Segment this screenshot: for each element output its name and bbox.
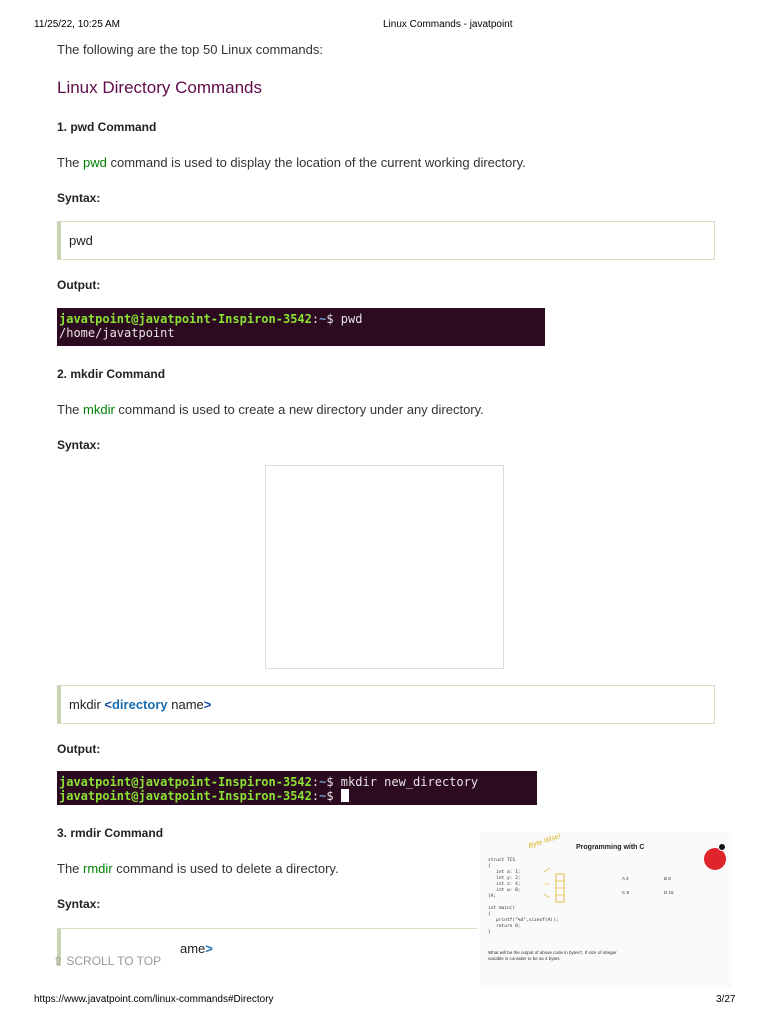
print-page-title: Linux Commands - javatpoint <box>383 19 513 30</box>
terminal-sep: : <box>311 775 320 789</box>
tag-close: > <box>203 697 212 712</box>
mkdir-syntax-code <box>69 697 211 712</box>
syntax-rest: name <box>167 697 204 712</box>
rmdir-command-title: 3. rmdir Command <box>57 826 164 840</box>
terminal-cursor <box>341 789 349 802</box>
terminal-path: ~ <box>319 312 327 326</box>
rmdir-syntax-label: Syntax: <box>57 897 101 911</box>
pwd-output-label: Output: <box>57 278 101 292</box>
terminal-user: javatpoint@javatpoint-Inspiron-3542 <box>59 312 312 326</box>
terminal-user: javatpoint@javatpoint-Inspiron-3542 <box>59 789 312 803</box>
rmdir-syntax-partial-text <box>180 941 213 956</box>
terminal-prompt: $ <box>326 789 341 803</box>
rmdir-description <box>57 861 339 876</box>
terminal-command: pwd <box>340 312 363 326</box>
ad-info-icon[interactable] <box>718 843 726 851</box>
rmdir-keyword-link[interactable]: rmdir <box>83 861 113 876</box>
pwd-keyword-link[interactable]: pwd <box>83 155 107 170</box>
desc-prefix: The <box>57 861 84 876</box>
terminal-sep: : <box>311 312 320 326</box>
intro-text: The following are the top 50 Linux commands: <box>57 42 323 57</box>
terminal-command: mkdir new_directory <box>340 775 479 789</box>
print-url: https://www.javatpoint.com/linux-commands#Directory <box>34 994 274 1005</box>
print-page-number: 3/27 <box>716 994 736 1005</box>
desc-suffix: command is used to display the location of the current working directory. <box>106 155 526 170</box>
tag-close-wrap <box>204 697 212 712</box>
mkdir-terminal-output <box>57 771 537 805</box>
ad-handwriting: Byte Wise! <box>527 833 562 850</box>
scroll-to-top-button[interactable]: ⇧ SCROLL TO TOP <box>53 954 162 968</box>
terminal-path: ~ <box>319 775 327 789</box>
partial-tag-close: > <box>205 941 213 956</box>
pwd-terminal-output <box>57 308 545 346</box>
tag-open: < <box>104 697 112 712</box>
mkdir-description <box>57 402 484 417</box>
desc-suffix: command is used to delete a directory. <box>112 861 339 876</box>
tag-name: directory <box>111 697 168 712</box>
mkdir-output-label: Output: <box>57 742 101 756</box>
ad-video-overlay[interactable] <box>480 832 732 988</box>
desc-prefix: The <box>57 155 84 170</box>
terminal-line <box>59 775 535 789</box>
ad-memory-sketch <box>540 862 580 912</box>
ad-question: What will be the output of above code in bytes?, If size of integer variable is consider to be as 4 bytes <box>488 950 617 961</box>
pwd-syntax-label: Syntax: <box>57 191 101 205</box>
syntax-tag <box>104 697 167 712</box>
ad-option-c: C 8 <box>622 890 630 895</box>
partial-text: ame <box>180 941 206 956</box>
terminal-prompt: $ <box>326 312 341 326</box>
ad-option-b: B 8 <box>664 876 671 881</box>
print-datetime: 11/25/22, 10:25 AM <box>34 19 120 30</box>
ad-title: Programming with C <box>576 844 645 851</box>
mkdir-keyword-link[interactable]: mkdir <box>83 402 115 417</box>
terminal-sep: : <box>311 789 320 803</box>
pwd-syntax-codebox <box>57 221 715 260</box>
ad-code-snippet: struct TCS { int a: 1; int y: 2; int z: 4; int w: 8; }A; int main() { printf("%d",sizeof(A)); return 0; } <box>488 858 559 935</box>
terminal-output-line: /home/javatpoint <box>59 326 175 340</box>
mkdir-command-title: 2. mkdir Command <box>57 367 166 381</box>
desc-suffix: command is used to create a new directory under any directory. <box>114 402 484 417</box>
terminal-line <box>59 312 543 326</box>
syntax-cmd: mkdir <box>69 697 105 712</box>
mkdir-syntax-label: Syntax: <box>57 438 101 452</box>
ad-option-d: D 15 <box>664 890 674 895</box>
pwd-command-title: 1. pwd Command <box>57 120 157 134</box>
ad-brand-logo-icon <box>704 848 726 870</box>
terminal-path: ~ <box>319 789 327 803</box>
terminal-user: javatpoint@javatpoint-Inspiron-3542 <box>59 775 312 789</box>
ad-option-a: A 4 <box>622 876 629 881</box>
terminal-prompt: $ <box>326 775 341 789</box>
terminal-line-2 <box>59 789 535 803</box>
pwd-syntax-code: pwd <box>69 233 93 248</box>
mkdir-syntax-codebox <box>57 685 715 724</box>
embedded-blank-frame <box>265 465 504 669</box>
desc-prefix: The <box>57 402 84 417</box>
section-heading: Linux Directory Commands <box>57 78 263 97</box>
pwd-description <box>57 155 526 170</box>
